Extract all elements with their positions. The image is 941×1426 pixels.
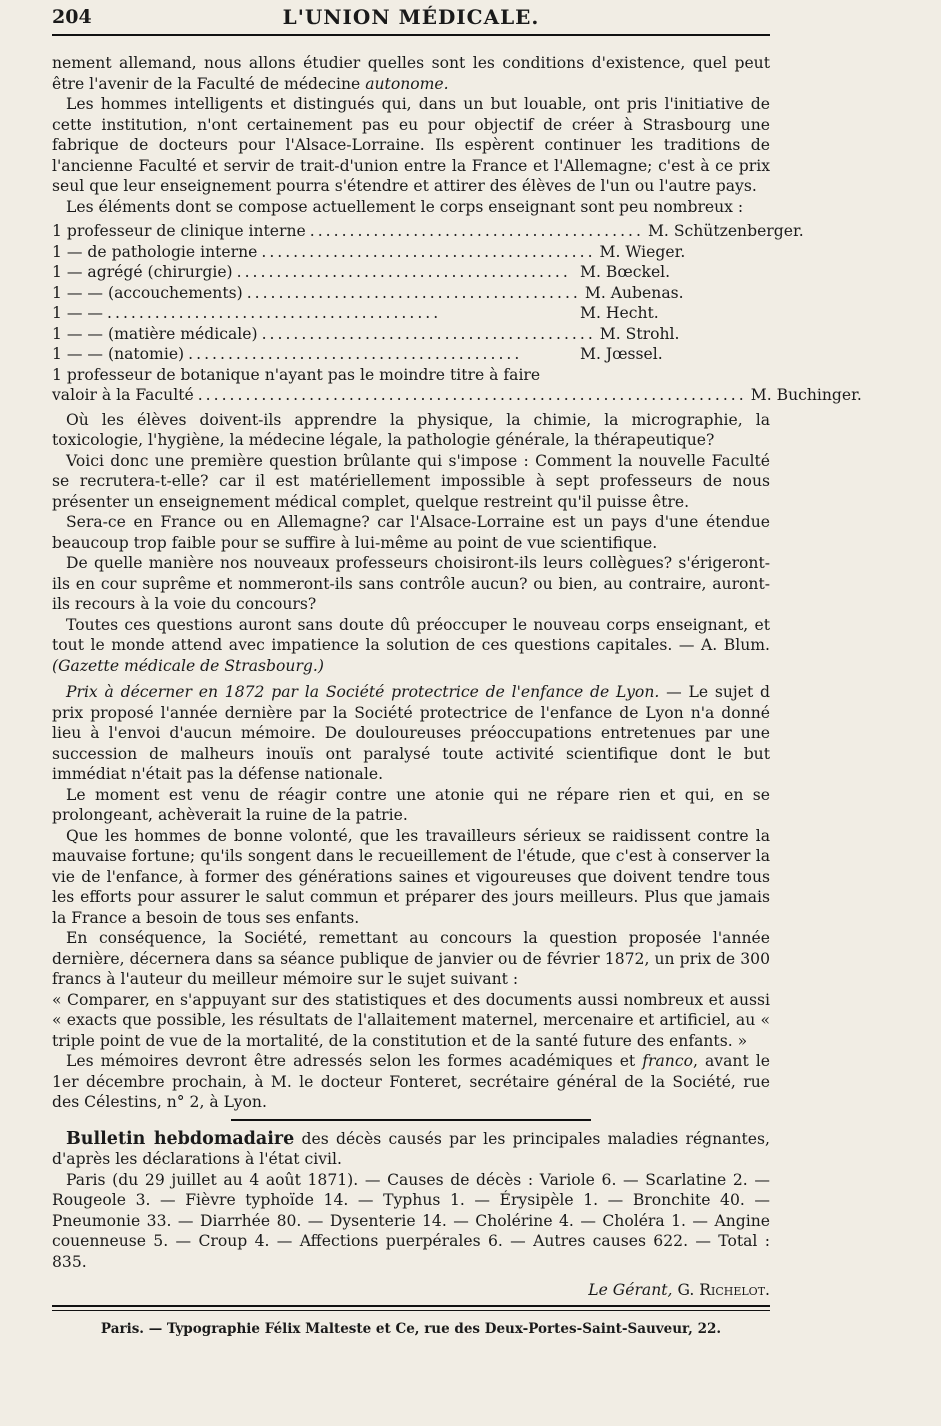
bulletin-title: Bulletin hebdomadaire — [66, 1128, 295, 1149]
faculty-row: 1 — — (natomie) .......................................... M. Jœssel. — [52, 345, 663, 363]
prize-title: Prix à décerner en 1872 par la Société protectrice de l'enfance de Lyon. — [66, 683, 660, 701]
faculty-row: 1 — de pathologie interne .......................................... M. Wieger. — [52, 242, 686, 261]
faculty-row: 1 — — .......................................... M. Hecht. — [52, 304, 659, 322]
faculty-row: 1 — — (matière médicale) .......................................... M. Strohl. — [52, 324, 680, 343]
paragraph: En conséquence, la Société, remettant au concours la question proposée l'année dernière, décernera dans sa séance publique de janvier ou de février 1872, un prix de 300 francs à l'auteur du meilleur mémoire sur le sujet suivant : — [52, 929, 770, 988]
paragraph: Que les hommes de bonne volonté, que les travailleurs sérieux se raidissent contre la mauvaise fortune; qu'ils songent dans le recueillement de l'étude, que c'est à conserver la vie de l'enfance, à former des générations saines et vigoureuses que doivent tendre tous les efforts pour assurer le salut commun et préparer des jours meilleurs. Plus que jamais la France a besoin de tous ses enfants. — [52, 826, 770, 927]
faculty-row: 1 professeur de clinique interne .......................................... M. Schützenberger. — [52, 222, 804, 240]
footer-rule — [52, 1310, 770, 1311]
faculty-row: 1 professeur de botanique n'ayant pas le moindre titre à faire — [52, 365, 541, 384]
page-number: 204 — [52, 6, 92, 28]
paragraph: Toutes ces questions auront sans doute dû préoccuper le nouveau corps enseignant, et tout le monde attend avec impatience la solution de ces questions capitales. — A. Blum. (Gazette médicale de Strasbourg.) — [52, 615, 770, 675]
paragraph: nement allemand, nous allons étudier quelles sont les conditions d'existence, quel peut être l'avenir de la Faculté de médecine autonome. — [52, 54, 770, 93]
page-header — [52, 0, 770, 36]
paragraph: Où les élèves doivent-ils apprendre la physique, la chimie, la micrographie, la toxicologie, l'hygiène, la médecine légale, la pathologie générale, la thérapeutique? — [52, 410, 770, 449]
paragraph: Les éléments dont se compose actuellement le corps enseignant sont peu nombreux : — [66, 197, 744, 216]
faculty-row: 1 — — (accouchements) .......................................... M. Aubenas. — [52, 283, 684, 302]
faculty-row: 1 — agrégé (chirurgie) .......................................... M. Bœckel. — [52, 263, 671, 281]
running-title: L'UNION MÉDICALE. — [282, 5, 540, 29]
bulletin-stats: Paris (du 29 juillet au 4 août 1871). — Causes de décès : Variole 6. — Scarlatine 2. — Rougeole 3. — Fièvre typhoïde 14. — Typhus 1. — Érysipèle 1. — Bronchite 40. — Pneumonie 33. — Diarrhée 80. — Dysenterie 14. — Cholérine 4. — Choléra 1. — Angine couenneuse 5. — Croup 4. — Affections puerpérales 6. — Autres causes 622. — Total : 835. — [52, 1170, 770, 1271]
paragraph: Les mémoires devront être adressés selon les formes académiques et franco, avant le 1er décembre prochain, à M. le docteur Fonteret, secrétaire général de la Société, rue des Célestins, n° 2, à Lyon. — [52, 1052, 770, 1111]
faculty-row: valoir à la Faculté ..................................................................... M. Buchinger. — [52, 386, 862, 404]
section-divider — [231, 1119, 591, 1121]
quotation: « Comparer, en s'appuyant sur des statistiques et des documents aussi nombreux et aussi « exacts que possible, les résultats de l'allaitement maternel, mercenaire et artificiel, au « triple point de vue de la mortalité, de la constitution et de la santé future des enfants. » — [52, 990, 770, 1050]
paragraph: Voici donc une première question brûlante qui s'impose : Comment la nouvelle Faculté se recrutera-t-elle? car il est matériellement impossible à sept professeurs de nous présenter un enseignement médical complet, quelque restreint qu'il puisse être. — [52, 451, 770, 511]
paragraph: De quelle manière nos nouveaux professeurs choisiront-ils leurs collègues? s'érigeront-ils en cour suprême et nommeront-ils sans contrôle aucun? ou bien, au contraire, auront-ils recours à la voie du concours? — [52, 554, 770, 613]
paragraph: Les hommes intelligents et distingués qui, dans un but louable, ont pris l'initiative de cette institution, n'ont certainement pas eu pour objectif de créer à Strasbourg une fabrique de docteurs pour l'Alsace-Lorraine. Ils espèrent continuer les traditions de l'ancienne Faculté et servir de trait-d'union entre la France et l'Allemagne; c'est à ce prix seul que leur enseignement pourra s'étendre et attirer des élèves de l'un ou l'autre pays. — [52, 95, 770, 195]
paragraph: Le moment est venu de réagir contre une atonie qui ne répare rien et qui, en se prolongeant, achèverait la ruine de la patrie. — [52, 785, 770, 824]
article-body — [52, 53, 862, 1339]
gerant-signoff: Le Gérant, G. Richelot. — [52, 1280, 770, 1307]
paragraph: Sera-ce en France ou en Allemagne? car l'Alsace-Lorraine est un pays d'une étendue beaucoup trop faible pour se suffire à lui-même au point de vue scientifique. — [52, 513, 770, 552]
prize-paragraph: Prix à décerner en 1872 par la Société protectrice de l'enfance de Lyon. — Le sujet d prix proposé l'année dernière par la Société protectrice de l'enfance de Lyon n'a donné lieu à l'envoi d'aucun mémoire. De douloureuses préoccupations entretenues par une succession de malheurs inouïs ont paralysé toute activité scientifique dont le but immédiat n'était pas la défense nationale. — [52, 683, 770, 783]
bulletin-paragraph: Bulletin hebdomadaire des décès causés par les principales maladies régnantes, d'après les déclarations à l'état civil. — [52, 1128, 770, 1168]
printer-imprint: Paris. — Typographie Félix Malteste et Ce, rue des Deux-Portes-Saint-Sauveur, 22. — [100, 1320, 722, 1337]
faculty-list — [52, 221, 862, 406]
